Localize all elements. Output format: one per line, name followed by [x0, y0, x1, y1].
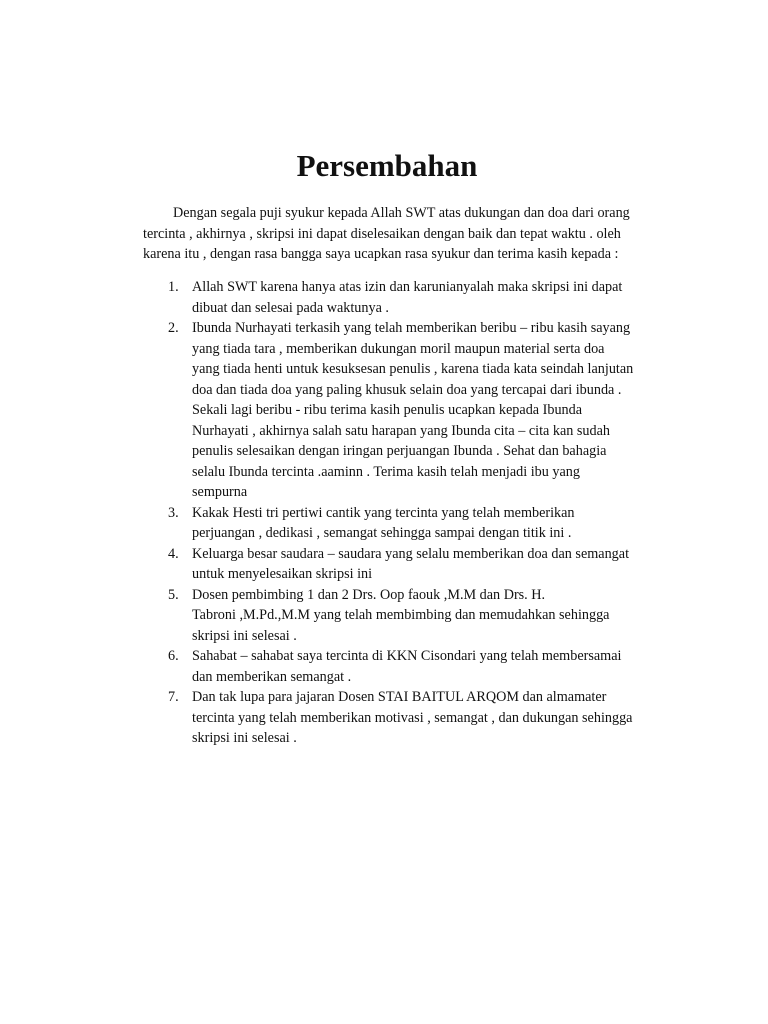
list-item-number: 6.	[168, 648, 179, 664]
list-item-line: Sahabat – sahabat saya tercinta di KKN Cisondari yang telah membersamai	[192, 648, 622, 664]
intro-line: karena itu , dengan rasa bangga saya ucapkan rasa syukur dan terima kasih kepada :	[143, 246, 619, 262]
list-item-line: Nurhayati , akhirnya salah satu harapan yang Ibunda cita – cita kan sudah	[192, 422, 610, 439]
list-item-line: doa dan tiada doa yang paling khusuk selain doa yang tercapai dari ibunda .	[192, 381, 622, 398]
list-item	[143, 646, 668, 687]
list-item	[143, 503, 668, 544]
list-item-line: Ibunda Nurhayati terkasih yang telah memberikan beribu – ribu kasih sayang	[192, 320, 631, 336]
list-item-line: Kakak Hesti tri pertiwi cantik yang tercinta yang telah memberikan	[192, 504, 575, 521]
intro-line: tercinta , akhirnya , skripsi ini dapat diselesaikan dengan baik dan tepat waktu . oleh	[143, 225, 621, 242]
list-item-line: Tabroni ,M.Pd.,M.M yang telah membimbing dan memudahkan sehingga	[192, 607, 610, 623]
list-item-line: Keluarga besar saudara – saudara yang selalu memberikan doa dan semangat	[192, 545, 630, 562]
list-item-line: selalu Ibunda tercinta .aaminn . Terima kasih telah menjadi ibu yang	[192, 463, 580, 480]
list-item	[143, 544, 668, 585]
list-item-line: Dan tak lupa para jajaran Dosen STAI BAITUL ARQOM dan almamater	[192, 689, 607, 705]
intro-line: Dengan segala puji syukur kepada Allah SWT atas dukungan dan doa dari orang	[173, 205, 630, 221]
list-item-number: 1.	[168, 279, 179, 295]
list-item	[143, 277, 668, 318]
list-item-line: Sekali lagi beribu - ribu terima kasih penulis ucapkan kepada Ibunda	[192, 402, 583, 418]
list-item-line: dan memberikan semangat .	[192, 668, 352, 685]
list-item-number: 3.	[168, 504, 179, 521]
list-item	[143, 318, 668, 503]
list-item	[143, 585, 668, 647]
list-item-line: Dosen pembimbing 1 dan 2 Drs. Oop faouk ,M.M dan Drs. H.	[192, 586, 546, 603]
list-item-line: skripsi ini selesai .	[192, 627, 297, 644]
list-item-line: sempurna	[192, 484, 248, 500]
list-item-line: untuk menyelesaikan skripsi ini	[192, 566, 373, 582]
page-title: Persembahan	[296, 148, 478, 183]
list-item-number: 7.	[168, 689, 179, 705]
list-item-line: Allah SWT karena hanya atas izin dan karunianyalah maka skripsi ini dapat	[192, 279, 623, 295]
list-item-line: yang tiada henti untuk kesuksesan penulis , karena tiada kata seindah lanjutan	[192, 361, 634, 377]
list-item-line: skripsi ini selesai .	[192, 730, 297, 746]
list-item-line: dibuat dan selesai pada waktunya .	[192, 299, 389, 316]
list-item-line: yang tiada tara , memberikan dukungan moril maupun material serta doa	[192, 340, 605, 357]
list-item-line: tercinta yang telah memberikan motivasi , semangat , dan dukungan sehingga	[192, 709, 633, 726]
list-item-line: penulis selesaikan dengan iringan perjuangan Ibunda . Sehat dan bahagia	[192, 443, 607, 459]
list-item-number: 4.	[168, 545, 179, 562]
list-item	[143, 687, 668, 749]
list-item-number: 5.	[168, 586, 179, 603]
list-item-line: perjuangan , dedikasi , semangat sehingga sampai dengan titik ini .	[192, 525, 572, 541]
list-item-number: 2.	[168, 320, 179, 336]
intro-paragraph	[143, 203, 668, 265]
dedication-list	[143, 277, 668, 749]
